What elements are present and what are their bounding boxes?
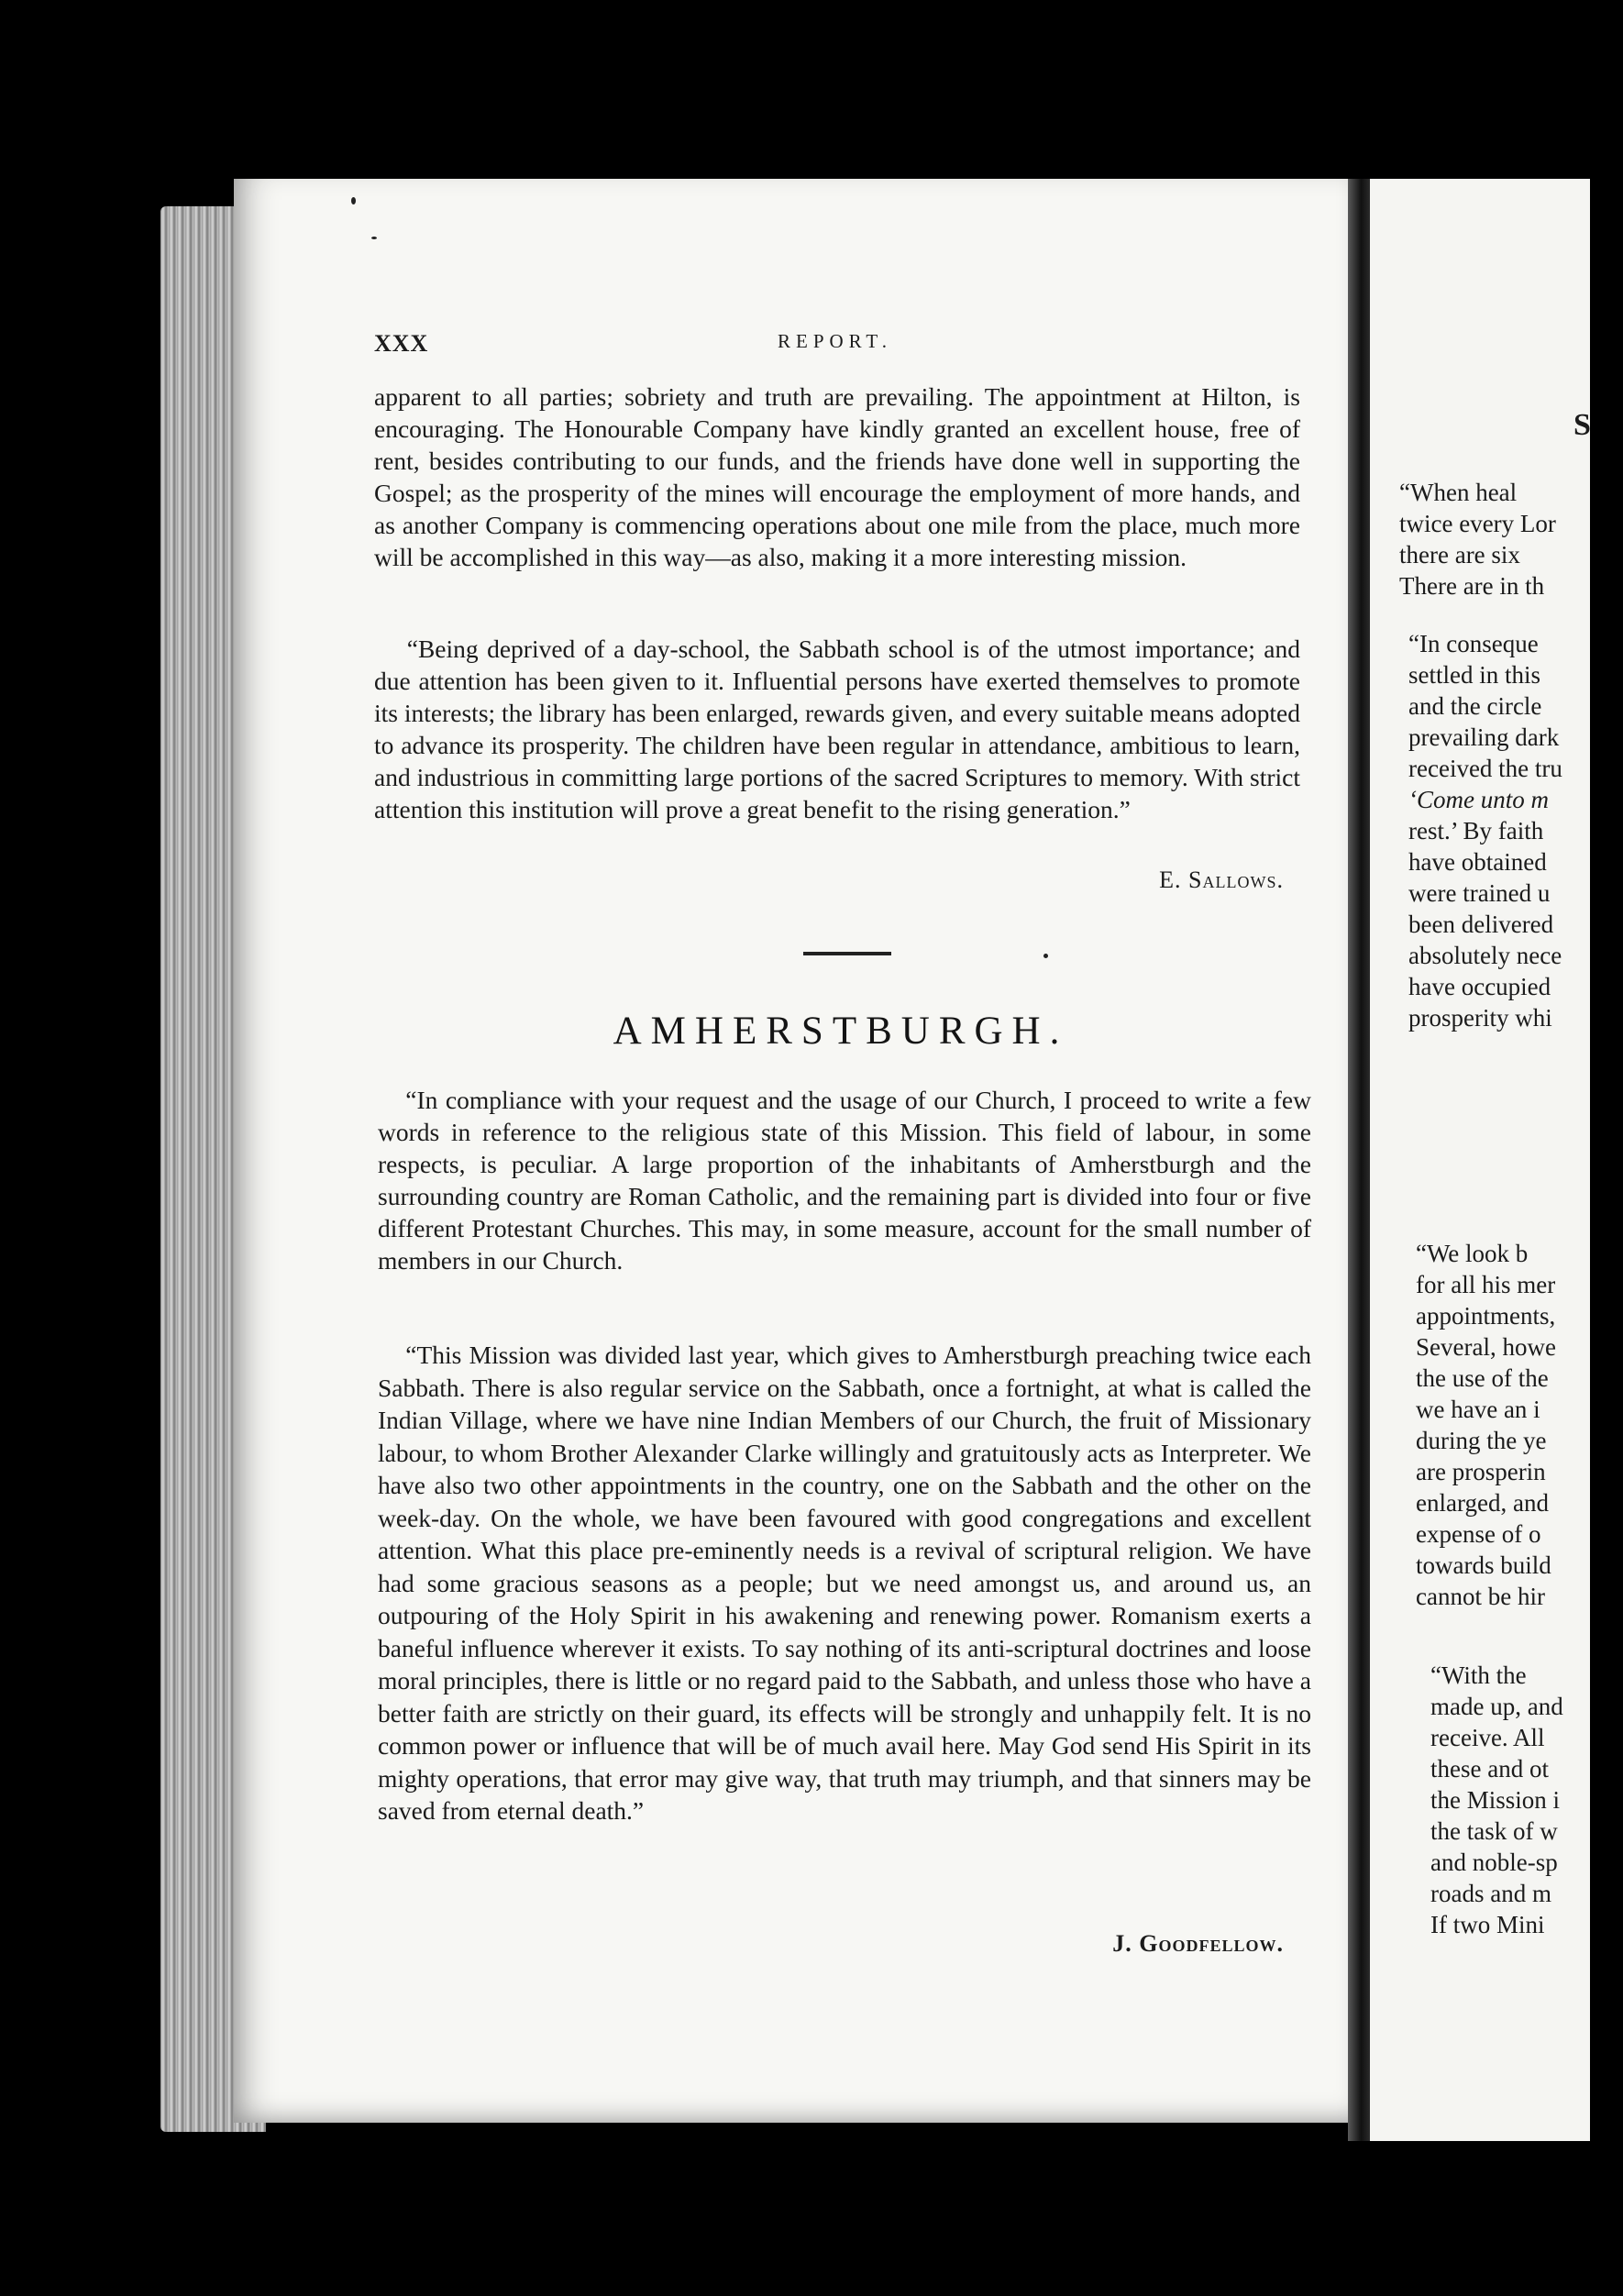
facing-line: the task of w	[1430, 1817, 1558, 1845]
facing-line: been delivered	[1408, 911, 1554, 938]
page-speck	[371, 237, 377, 239]
running-head	[374, 330, 1300, 367]
signature-goodfellow: J. Goodfellow.	[1112, 1930, 1284, 1957]
facing-line: enlarged, and	[1416, 1489, 1549, 1517]
facing-line: If two Mini	[1430, 1911, 1545, 1938]
facing-line: “In conseque	[1408, 630, 1539, 657]
facing-line: are prosperin	[1416, 1458, 1546, 1485]
facing-line: There are in th	[1399, 572, 1545, 600]
section-title: AMHERSTBURGH.	[613, 1010, 1069, 1053]
facing-line: and noble-sp	[1430, 1849, 1558, 1876]
facing-line: prevailing dark	[1408, 723, 1560, 751]
page-speck	[351, 197, 356, 204]
facing-line: we have an i	[1416, 1396, 1540, 1423]
facing-line: these and ot	[1430, 1755, 1549, 1783]
signature-sallows: E. Sallows.	[1159, 867, 1284, 893]
page-speck	[1043, 954, 1048, 958]
facing-line: Several, howe	[1416, 1333, 1556, 1361]
facing-line: for all his mer	[1416, 1271, 1556, 1298]
facing-text-block	[1416, 1238, 1608, 1612]
facing-line: expense of o	[1416, 1520, 1541, 1548]
book-gutter	[1348, 179, 1370, 2141]
facing-line: prosperity whi	[1408, 1004, 1552, 1032]
header-title: REPORT.	[778, 330, 892, 352]
facing-line: “With the	[1430, 1661, 1527, 1689]
facing-line: receive. All	[1430, 1724, 1545, 1751]
facing-line: towards build	[1416, 1551, 1551, 1579]
facing-line: have obtained	[1408, 848, 1547, 876]
paragraph-sabbath-school: “Being deprived of a day-school, the Sabbath school is of the utmost importance; and due attention has been given to it. Influential persons have exerted themselves to promote its interests; the library has been enlarged, rewards given, and every suitable means adopted to advance its prosperity. The children have been regular in attendance, ambitious to learn, and industrious in committing large portions of the sacred Scriptures to memory. With strict attention this institution will prove a great benefit to the rising generation.”	[374, 635, 1300, 823]
page-number: XXX	[374, 330, 429, 357]
facing-line: during the ye	[1416, 1427, 1547, 1454]
facing-line: and the circle	[1408, 692, 1542, 720]
facing-line: absolutely nece	[1408, 942, 1562, 969]
facing-line: settled in this	[1408, 661, 1540, 689]
facing-text-block	[1399, 477, 1592, 602]
paragraph-continued: apparent to all parties; sobriety and truth are prevailing. The appointment at Hilton, is encouraging. The Honourable Company have kindly granted an excellent house, free of rent, besides contributing to our funds, and the friends have done well in supporting the Gospel; as the prosperity of the mines will encourage the employment of more hands, and as another Company is commencing operations about one mile from the place, much more will be accomplished in this way—as also, making it a more interesting mission.	[374, 382, 1300, 571]
paragraph-amherstburgh-mission: “This Mission was divided last year, which gives to Amherstburgh preaching twice each Sabbath. There is also regular service on the Sabbath, once a fortnight, at what is called the Indian Village, where we have nine Indian Members of our Church, the fruit of Missionary labour, to whom Brother Alexander Clarke willingly and gratuitously acts as Interpreter. We have also two other appointments in the country, one on the Sabbath and the other on the week-day. On the whole, we have been favoured with good congregations and excellent attention. What this place pre-eminently needs is a revival of scriptural religion. We have had some gracious seasons as a people; but we need amongst us, and around us, an outpouring of the Holy Spirit in his awakening and renewing power. Romanism exerts a baneful influence wherever it exists. To say nothing of its anti-scriptural doctrines and loose moral principles, there is little or no regard paid to the Sabbath, and unless those who have a better faith are strictly on their guard, its effects will be strongly and unhappily felt. It is no common power or influence that will be of much avail here. May God send His Spirit in its mighty operations, that error may give way, that truth may triumph, and that sinners may be saved from eternal death.”	[378, 1341, 1311, 1825]
facing-line: have occupied	[1408, 973, 1551, 1000]
facing-line: rest.’ By faith	[1408, 817, 1544, 844]
facing-line: received the tru	[1408, 755, 1562, 782]
facing-line: cannot be hir	[1416, 1583, 1545, 1610]
facing-line: there are six	[1399, 541, 1520, 568]
facing-line: appointments,	[1416, 1302, 1556, 1330]
facing-line: the Mission i	[1430, 1786, 1561, 1814]
facing-line: “We look b	[1416, 1240, 1529, 1267]
facing-text-block	[1408, 628, 1601, 1033]
facing-line: “When heal	[1399, 479, 1518, 506]
facing-line: roads and m	[1430, 1880, 1551, 1907]
facing-line: the use of the	[1416, 1364, 1549, 1392]
section-divider	[803, 952, 891, 955]
facing-line: were trained u	[1408, 879, 1551, 907]
facing-line: twice every Lor	[1399, 510, 1556, 537]
facing-line: ‘Come unto m	[1408, 786, 1549, 813]
paragraph-amherstburgh-intro: “In compliance with your request and the usage of our Church, I proceed to write a few words in reference to the religious state of this Mission. This field of labour, in some respects, is peculiar. A large proportion of the inhabitants of Amherstburgh and the surrounding country are Roman Catholic, and the remaining part is divided into four or five different Protestant Churches. This may, in some measure, account for the small number of members in our Church.	[378, 1086, 1311, 1275]
facing-text-block	[1430, 1660, 1623, 1940]
facing-page-initial: S	[1573, 408, 1591, 442]
facing-line: made up, and	[1430, 1693, 1563, 1720]
